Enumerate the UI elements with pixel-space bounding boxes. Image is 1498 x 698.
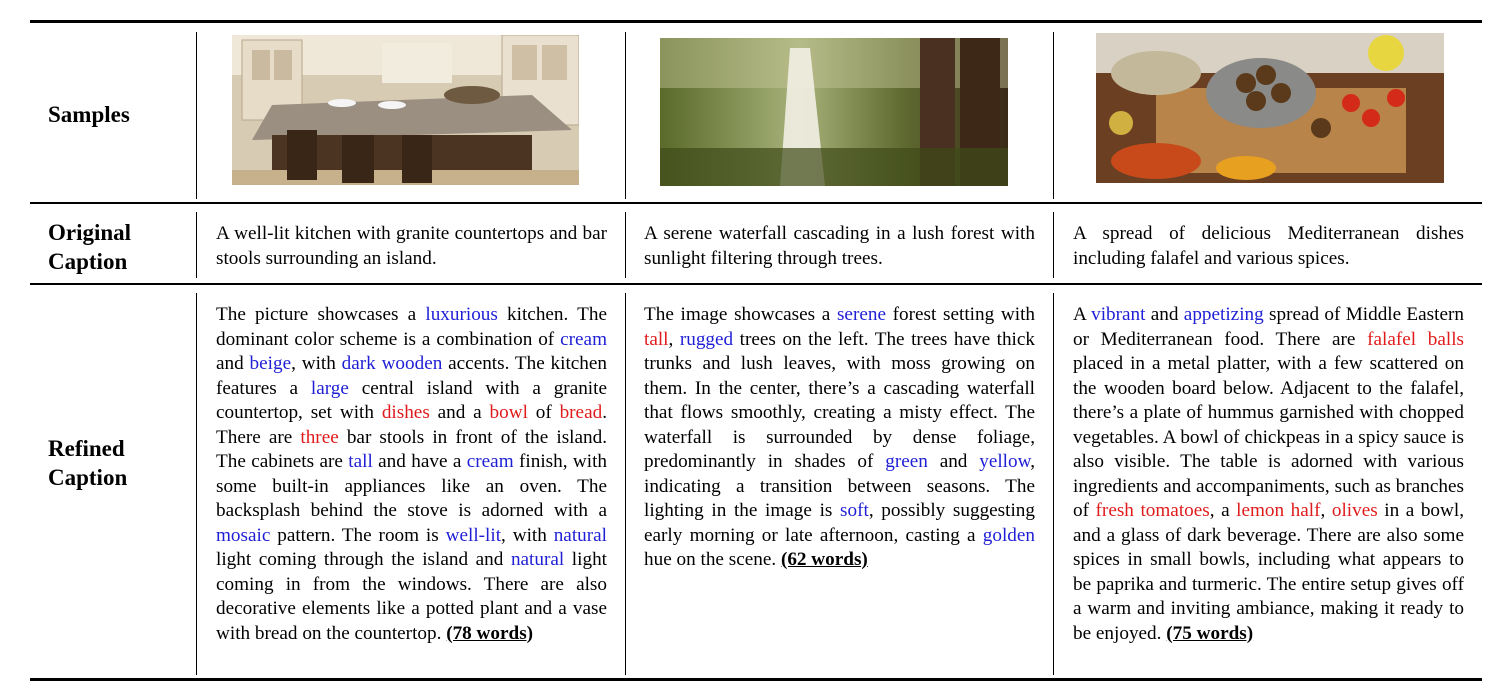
highlighted-term: dishes bbox=[381, 402, 430, 423]
table-top-rule bbox=[30, 20, 1482, 23]
highlighted-term: falafel balls bbox=[1367, 328, 1464, 350]
refined-caption-text bbox=[216, 304, 607, 644]
caption-segment: of bbox=[527, 402, 560, 423]
highlighted-term: dark wooden bbox=[341, 353, 443, 374]
refined-caption-2 bbox=[644, 303, 1035, 573]
row-label-line: Original bbox=[48, 220, 132, 245]
caption-segment: , bbox=[1320, 500, 1332, 521]
original-caption-2: A serene waterfall cascading in a lush forest with sunlight filtering through trees. bbox=[644, 223, 1035, 269]
refined-caption-text bbox=[1073, 304, 1464, 644]
caption-segment: in a bowl, and a glass of dark beverage. There are also some spices in small bowls, including what appears to be paprika and turmeric. The entire setup gives off a warm and inviting ambiance, making it ready to be enjoyed. bbox=[1073, 500, 1464, 644]
caption-segment: spread of Middle Eastern or Mediterranean food. There are bbox=[1073, 304, 1464, 350]
column-divider bbox=[625, 212, 626, 278]
caption-segment: The image showcases a bbox=[644, 304, 837, 325]
caption-segment: , with bbox=[501, 524, 554, 546]
caption-segment: , indicating a transition between seasons. The lighting in the image is bbox=[644, 451, 1035, 521]
row-label-original-caption bbox=[48, 218, 131, 276]
row-label-line: Refined bbox=[48, 436, 125, 461]
caption-segment: and a bbox=[429, 402, 490, 423]
highlighted-term: yellow bbox=[979, 451, 1031, 472]
word-count: (75 words) bbox=[1166, 622, 1254, 644]
highlighted-term: beige bbox=[249, 353, 292, 374]
table-bottom-rule bbox=[30, 678, 1482, 681]
caption-segment: pattern. The room is bbox=[270, 524, 446, 546]
refined-caption-3 bbox=[1073, 303, 1464, 646]
refined-caption-text bbox=[644, 304, 1035, 570]
column-divider bbox=[1053, 212, 1054, 278]
highlighted-term: cream bbox=[560, 328, 607, 350]
original-caption-3: A spread of delicious Mediterranean dishes including falafel and various spices. bbox=[1073, 223, 1464, 269]
highlighted-term: mosaic bbox=[216, 524, 271, 546]
column-divider bbox=[625, 293, 626, 675]
kitchen-photo bbox=[232, 35, 579, 185]
highlighted-term: large bbox=[310, 377, 349, 399]
highlighted-term: vibrant bbox=[1091, 304, 1146, 325]
highlighted-term: serene bbox=[836, 304, 886, 325]
caption-segment: central island with a granite countertop, set with bbox=[216, 377, 607, 423]
caption-segment: trees on the left. The trees have thick trunks and lush leaves, with moss growing on them. In the center, there’s a cascading waterfall that flows smoothly, creating a misty effect. The waterfall is surrounded by dense foliage, predominantly in shades of bbox=[644, 328, 1035, 472]
caption-segment: finish, with some built-in appliances like an oven. The backsplash behind the stove is adorned with a bbox=[216, 451, 607, 521]
caption-segment: A bbox=[1073, 304, 1092, 325]
table-row-divider bbox=[30, 283, 1482, 285]
caption-segment: , with bbox=[291, 353, 342, 374]
column-divider bbox=[1053, 32, 1054, 199]
caption-segment: light coming in from the windows. There are also decorative elements like a potted plant and a vase with bread on the countertop. bbox=[216, 549, 607, 644]
caption-segment: accents. The kitchen features a bbox=[216, 353, 607, 399]
row-label-refined-caption bbox=[48, 434, 127, 492]
caption-segment: and bbox=[216, 353, 250, 374]
waterfall-forest-photo bbox=[660, 38, 1008, 186]
caption-segment: , possibly suggesting early morning or late afternoon, casting a bbox=[644, 500, 1035, 546]
caption-segment: hue on the scene. bbox=[644, 549, 781, 570]
highlighted-term: well-lit bbox=[445, 524, 502, 546]
caption-segment: The picture showcases a bbox=[216, 304, 426, 325]
highlighted-term: appetizing bbox=[1183, 304, 1264, 325]
caption-segment: placed in a metal platter, with a few scattered on the wooden board below. Adjacent to the falafel, there’s a plate of hummus garnished with chopped vegetables. A bowl of chickpeas in a spicy sauce is also visible. The table is adorned with various ingredients and accompaniments, such as branches of bbox=[1073, 353, 1464, 521]
highlighted-term: natural bbox=[510, 549, 565, 570]
word-count: (78 words) bbox=[446, 622, 534, 644]
column-divider bbox=[625, 32, 626, 199]
highlighted-term: bread bbox=[559, 402, 603, 423]
highlighted-term: cream bbox=[466, 451, 514, 472]
refined-caption-1 bbox=[216, 303, 607, 646]
caption-segment: and have a bbox=[372, 451, 467, 472]
column-divider bbox=[196, 32, 197, 199]
caption-segment: , bbox=[668, 328, 680, 350]
column-divider bbox=[196, 293, 197, 675]
highlighted-term: rugged bbox=[679, 328, 734, 350]
caption-segment: light coming through the island and bbox=[216, 549, 511, 570]
highlighted-term: three bbox=[300, 426, 339, 448]
highlighted-term: golden bbox=[982, 524, 1035, 546]
highlighted-term: green bbox=[885, 451, 928, 472]
word-count: (62 words) bbox=[780, 549, 868, 570]
caption-segment: kitchen. The dominant color scheme is a combination of bbox=[216, 304, 607, 350]
highlighted-term: lemon half bbox=[1236, 500, 1321, 521]
highlighted-term: tall bbox=[348, 451, 373, 472]
column-divider bbox=[1053, 293, 1054, 675]
highlighted-term: tall bbox=[644, 328, 669, 350]
caption-segment: and bbox=[1145, 304, 1184, 325]
row-label-samples: Samples bbox=[48, 102, 130, 127]
caption-segment: and bbox=[927, 451, 980, 472]
caption-segment: forest setting with bbox=[885, 304, 1035, 325]
highlighted-term: olives bbox=[1331, 500, 1378, 521]
row-label-line: Caption bbox=[48, 465, 128, 490]
highlighted-term: fresh tomatoes bbox=[1095, 500, 1210, 521]
original-caption-1: A well-lit kitchen with granite countertops and bar stools surrounding an island. bbox=[216, 223, 607, 269]
mediterranean-food-photo bbox=[1096, 33, 1444, 183]
highlighted-term: soft bbox=[840, 500, 869, 521]
caption-segment: . There are bbox=[216, 402, 607, 448]
highlighted-term: luxurious bbox=[425, 304, 498, 325]
highlighted-term: natural bbox=[553, 524, 607, 546]
table-row-divider bbox=[30, 202, 1482, 204]
caption-segment: , a bbox=[1209, 500, 1237, 521]
row-label-line: Caption bbox=[48, 249, 128, 274]
column-divider bbox=[196, 212, 197, 278]
highlighted-term: bowl bbox=[489, 402, 528, 423]
caption-segment: bar stools in front of the island. The cabinets are bbox=[216, 426, 607, 472]
